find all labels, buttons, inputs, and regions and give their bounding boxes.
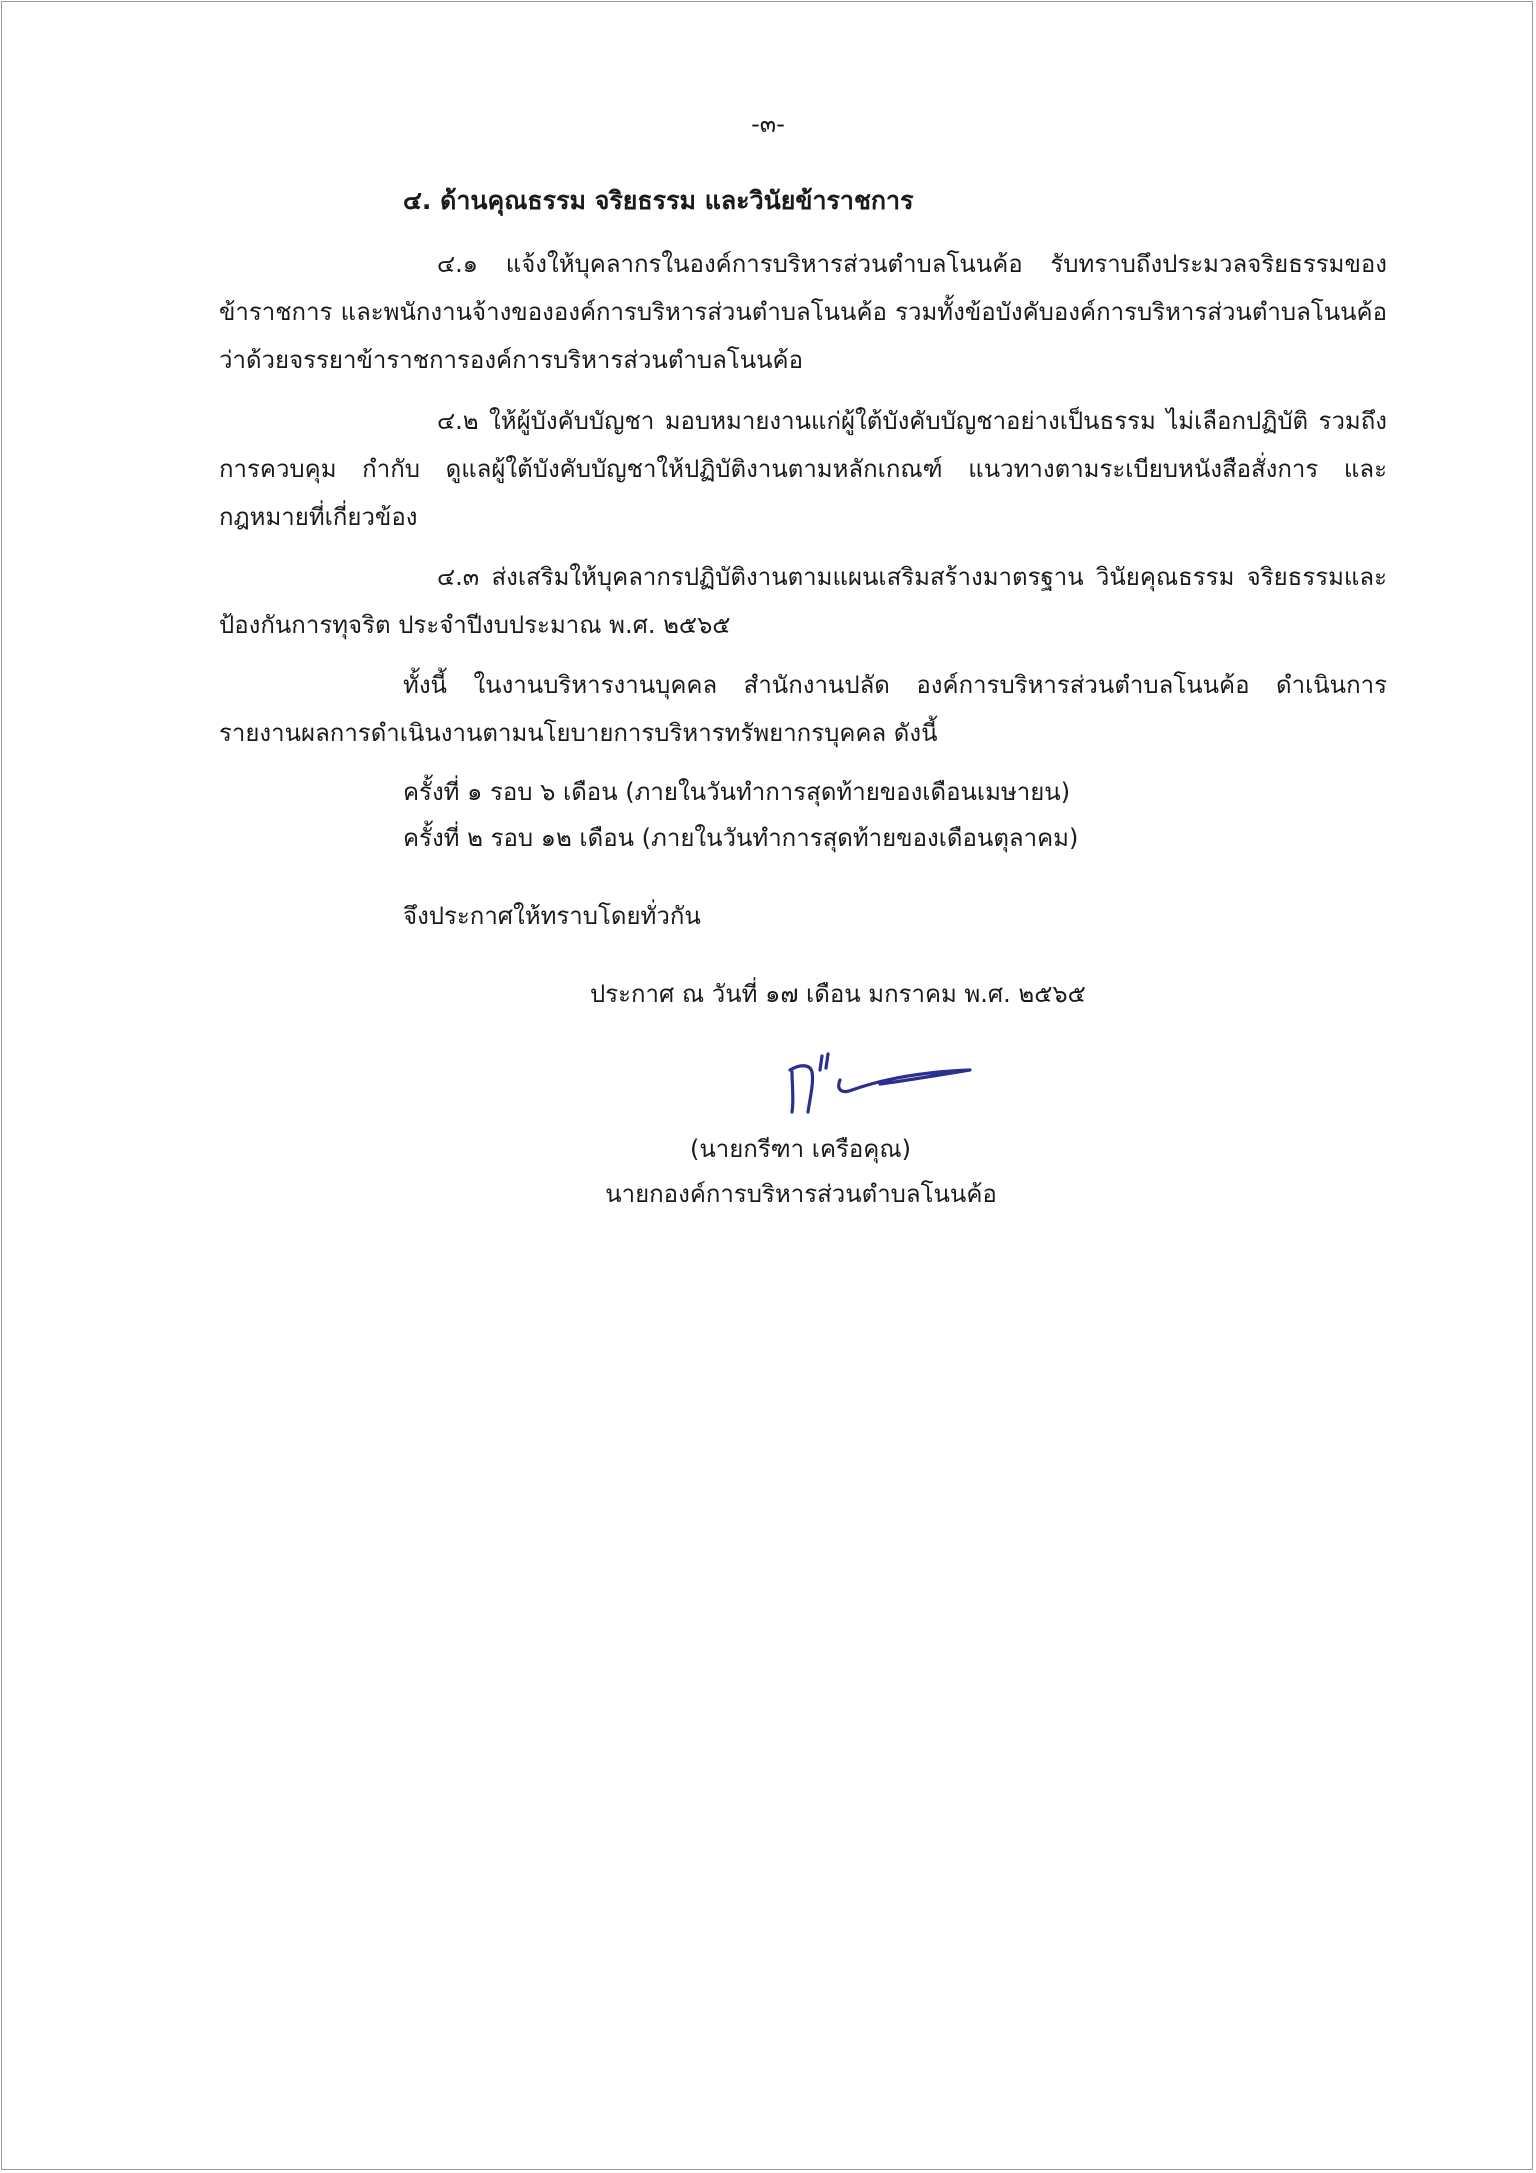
paragraph-4-1: ๔.๑ แจ้งให้บุคลากรในองค์การบริหารส่วนตำบลโนนค้อ รับทราบถึงประมวลจริยธรรมของข้าราชการ และพนักงานจ้างขององค์การบริหารส่วนตำบลโนนค้อ รวมทั้งข้อบังคับองค์การบริหารส่วนตำบลโนนค้อ ว่าด้วยจรรยาข้าราชการองค์การบริหารส่วนตำบลโนนค้อ <box>219 250 1387 374</box>
proclamation-line: จึงประกาศให้ทราบโดยทั่วกัน <box>403 902 701 930</box>
signer-name: (นายกรีฑา เครือคุณ) <box>689 1135 911 1163</box>
signature-image <box>770 1050 980 1120</box>
date-line: ประกาศ ณ วันที่ ๑๗ เดือน มกราคม พ.ศ. ๒๕๖๕ <box>590 980 1086 1008</box>
paragraph-4-2: ๔.๒ ให้ผู้บังคับบัญชา มอบหมายงานแก่ผู้ใต้บังคับบัญชาอย่างเป็นธรรม ไม่เลือกปฏิบัติ รวมถึงการควบคุม กำกับ ดูแลผู้ใต้บังคับบัญชาให้ปฏิบัติงานตามหลักเกณฑ์ แนวทางตามระเบียบหนังสือสั่งการ และกฎหมายที่เกี่ยวข้อง <box>219 407 1387 531</box>
report-round-1: ครั้งที่ ๑ รอบ ๖ เดือน (ภายในวันทำการสุดท้ายของเดือนเมษายน) <box>403 778 1071 806</box>
page-number: -๓- <box>751 110 785 138</box>
paragraph-4-3: ๔.๓ ส่งเสริมให้บุคลากรปฏิบัติงานตามแผนเสริมสร้างมาตรฐาน วินัยคุณธรรม จริยธรรมและป้องกันการทุจริต ประจำปีงบประมาณ พ.ศ. ๒๕๖๕ <box>219 563 1387 639</box>
paragraph-reporting: ทั้งนี้ ในงานบริหารงานบุคคล สำนักงานปลัด องค์การบริหารส่วนตำบลโนนค้อ ดำเนินการรายงานผลการดำเนินงานตามนโยบายการบริหารทรัพยากรบุคคล ดังนี้ <box>219 671 1387 747</box>
report-round-2: ครั้งที่ ๒ รอบ ๑๒ เดือน (ภายในวันทำการสุดท้ายของเดือนตุลาคม) <box>403 824 1079 852</box>
signer-title: นายกองค์การบริหารส่วนตำบลโนนค้อ <box>605 1180 997 1208</box>
section-heading: ๔. ด้านคุณธรรม จริยธรรม และวินัยข้าราชการ <box>403 186 914 215</box>
